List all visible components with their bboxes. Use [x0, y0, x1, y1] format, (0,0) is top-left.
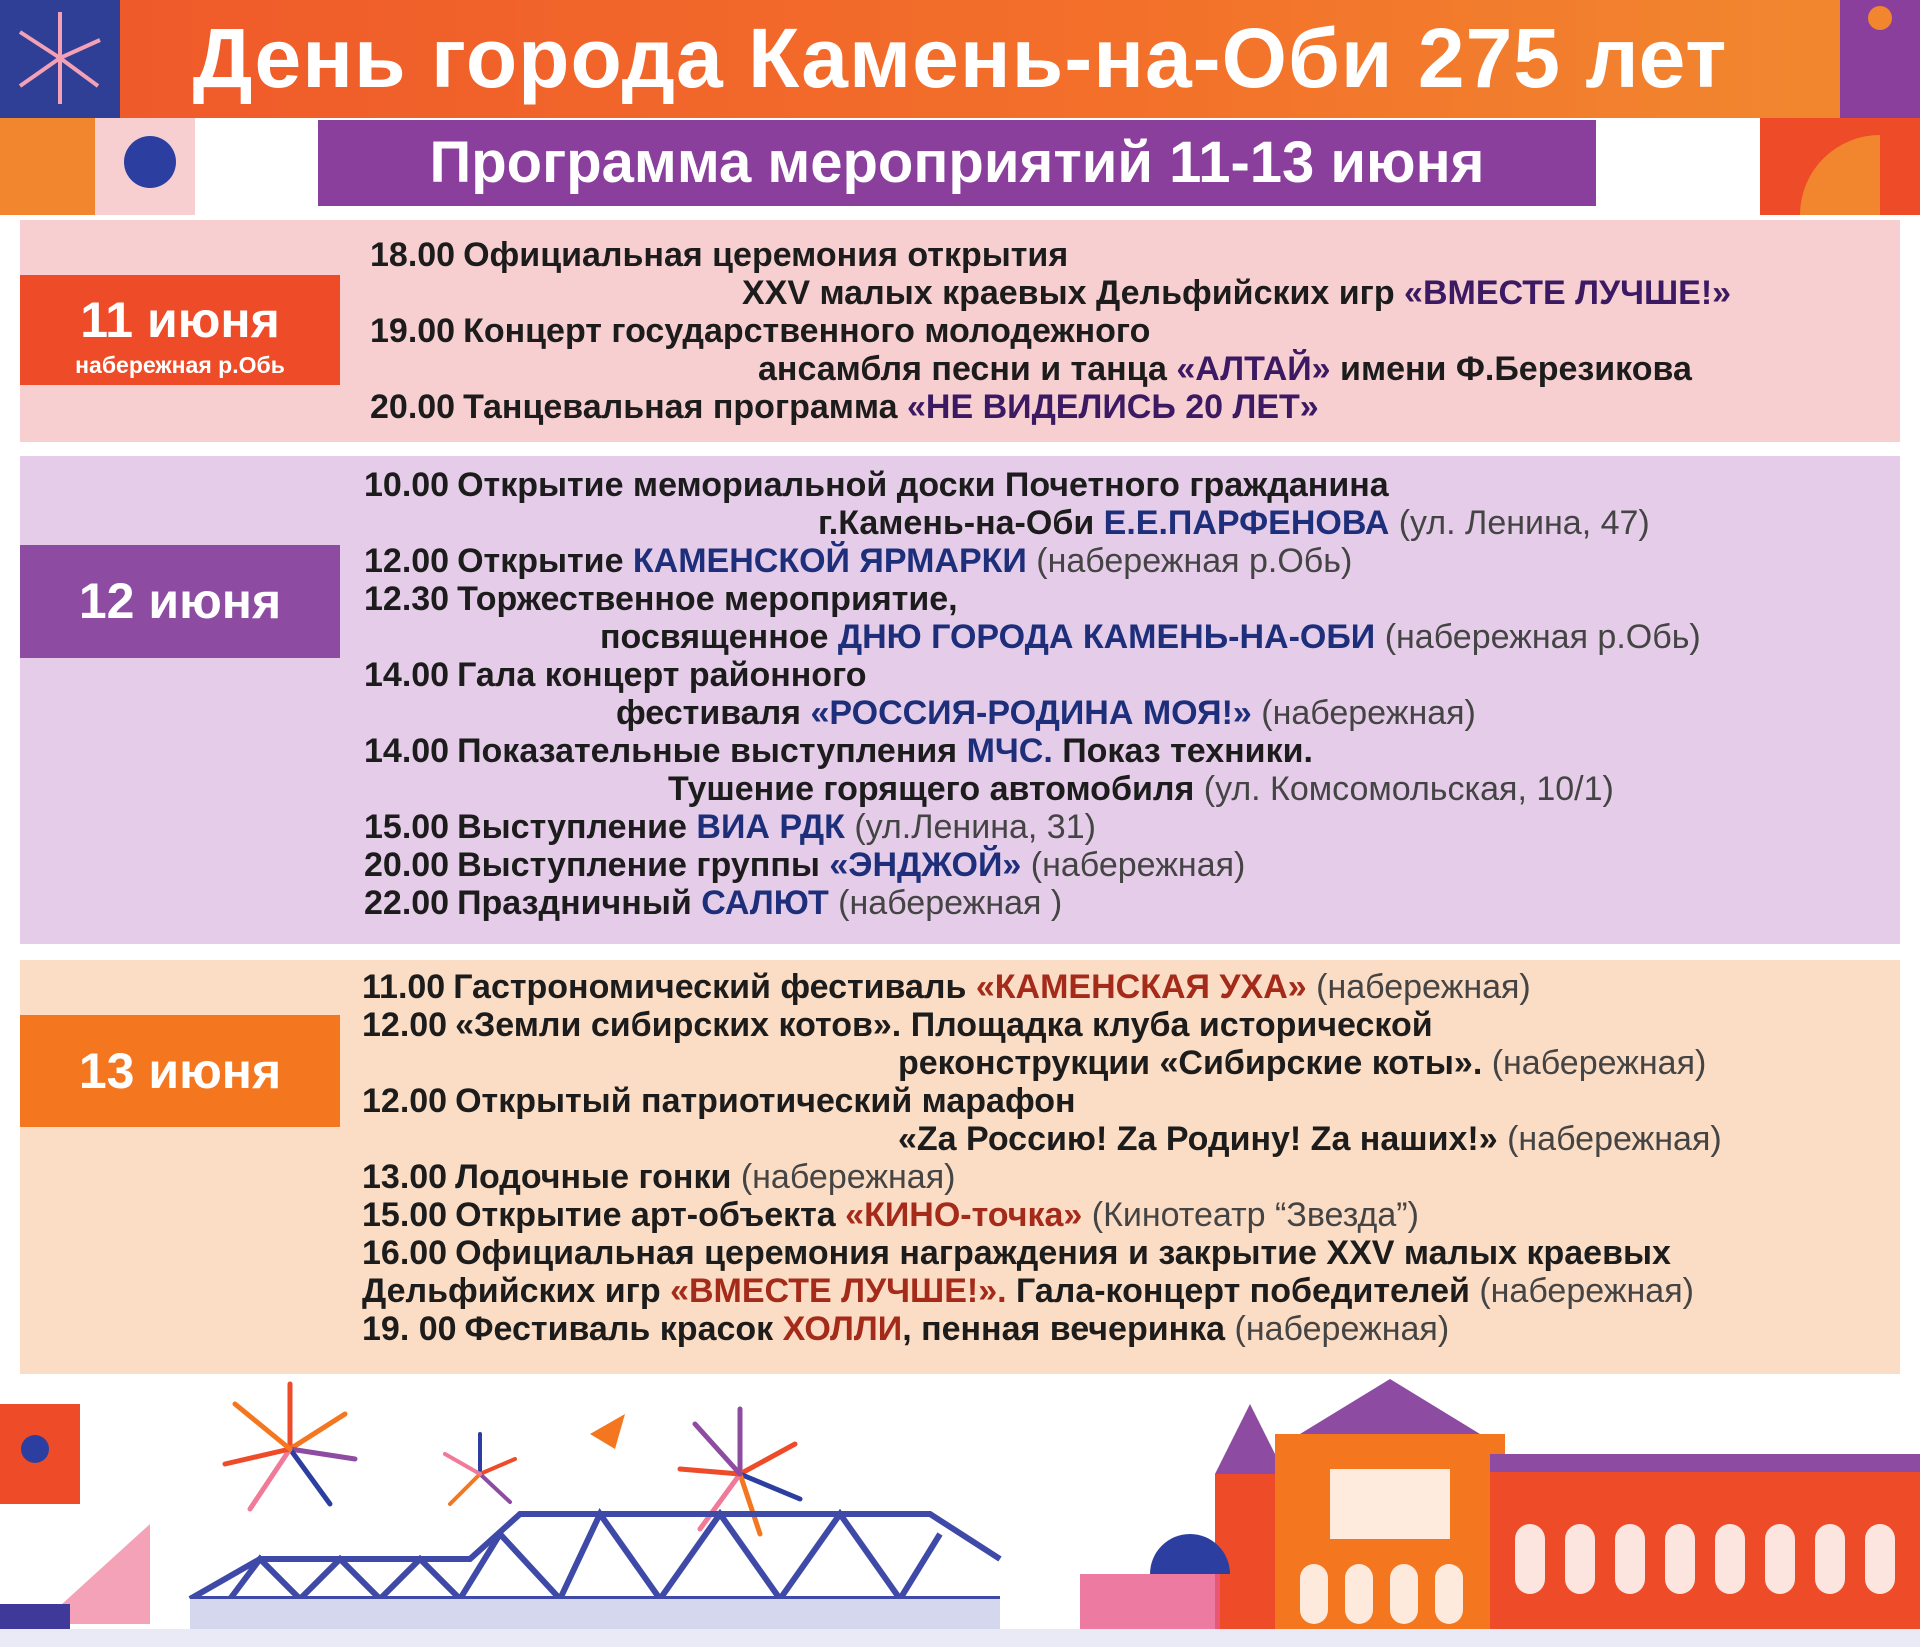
- event-time: 15.00: [362, 1196, 448, 1234]
- event-line: [362, 1310, 1449, 1348]
- event-highlight: «КИНО-точка»: [845, 1196, 1083, 1234]
- firework-icon: [225, 1384, 355, 1509]
- event-text: XXV малых краевых Дельфийских игр: [742, 274, 1405, 312]
- event-location: (ул.Ленина, 31): [844, 808, 1096, 846]
- event-location: (набережная): [1225, 1310, 1450, 1348]
- event-line: [370, 388, 1319, 426]
- event-text: реконструкции «Сибирские коты».: [898, 1044, 1483, 1082]
- day-date: 11 июня: [80, 292, 280, 348]
- event-text: Танцевальная программа: [463, 388, 907, 426]
- event-text: Выступление группы: [457, 846, 830, 884]
- event-time: 13.00: [362, 1158, 448, 1196]
- event-text: Выступление: [457, 808, 697, 846]
- event-time: 16.00: [362, 1234, 448, 1272]
- event-time: 15.00: [364, 808, 450, 846]
- event-location: (ул. Ленина, 47): [1389, 504, 1650, 542]
- event-text: ансамбля песни и танца: [758, 350, 1177, 388]
- event-line: [742, 274, 1731, 312]
- event-highlight: «КАМЕНСКАЯ УХА»: [975, 968, 1307, 1006]
- event-text: Торжественное мероприятие,: [457, 580, 958, 618]
- event-text: Открытие арт-объекта: [455, 1196, 846, 1234]
- event-line: [362, 1272, 1694, 1310]
- event-highlight: «РОССИЯ-РОДИНА МОЯ!»: [810, 694, 1252, 732]
- event-time: 11.00: [362, 968, 446, 1006]
- event-line: [370, 312, 1150, 350]
- event-line: [364, 580, 958, 618]
- day-label-june-12: [20, 545, 340, 658]
- event-time: 12.00: [364, 542, 450, 580]
- event-line: [364, 656, 867, 694]
- event-location: (набережная): [1469, 1272, 1694, 1310]
- event-highlight: МЧС.: [966, 732, 1053, 770]
- event-line: [362, 1234, 1671, 1272]
- firework-icon: [445, 1434, 515, 1504]
- event-time: 12.30: [364, 580, 450, 618]
- event-text: Дельфийских игр: [362, 1272, 671, 1310]
- event-location: (набережная): [1306, 968, 1531, 1006]
- event-highlight: «ВМЕСТЕ ЛУЧШЕ!»: [1404, 274, 1732, 312]
- event-line: [364, 466, 1389, 504]
- event-line: [362, 1196, 1419, 1234]
- event-highlight: САЛЮТ: [701, 884, 829, 922]
- event-location: (Кинотеатр “Звезда”): [1082, 1196, 1419, 1234]
- event-line: [362, 1006, 1433, 1044]
- event-line: [364, 732, 1313, 770]
- day-place: набережная р.Обь: [75, 352, 285, 378]
- event-highlight: ХОЛЛИ: [782, 1310, 903, 1348]
- event-location: (набережная р.Обь): [1375, 618, 1701, 656]
- event-line: [364, 846, 1245, 884]
- event-text: Гала концерт районного: [457, 656, 867, 694]
- event-highlight: «ВМЕСТЕ ЛУЧШЕ!».: [670, 1272, 1007, 1310]
- event-line: [364, 808, 1096, 846]
- event-line: [370, 236, 1068, 274]
- event-line: [600, 618, 1701, 656]
- event-time: 18.00: [370, 236, 456, 274]
- event-time: 20.00: [370, 388, 456, 426]
- event-text-after: Показ техники.: [1052, 732, 1313, 770]
- event-line: [818, 504, 1650, 542]
- event-text-after: имени Ф.Березикова: [1330, 350, 1692, 388]
- day-label-june-11: [20, 275, 340, 385]
- event-time: 10.00: [364, 466, 450, 504]
- event-location: (набережная): [1251, 694, 1476, 732]
- event-line: [758, 350, 1692, 388]
- city-illustration: [0, 1374, 1920, 1647]
- event-time: 12.00: [362, 1082, 448, 1120]
- event-text: Открытие мемориальной доски Почетного гражданина: [457, 466, 1389, 504]
- event-text: Лодочные гонки: [455, 1158, 732, 1196]
- event-location: (набережная): [1482, 1044, 1707, 1082]
- day-label-june-13: [20, 1015, 340, 1127]
- day-date: 12 июня: [78, 573, 282, 629]
- event-time: 14.00: [364, 732, 450, 770]
- event-text: Тушение горящего автомобиля: [668, 770, 1195, 808]
- event-text: «Za Россию! Za Родину! Za наших!»: [898, 1120, 1498, 1158]
- event-location: (ул. Комсомольская, 10/1): [1194, 770, 1614, 808]
- event-time: 20.00: [364, 846, 450, 884]
- event-time: 22.00: [364, 884, 450, 922]
- event-highlight: КАМЕНСКОЙ ЯРМАРКИ: [632, 542, 1027, 580]
- page-title: День города Камень-на-Оби 275 лет: [192, 11, 1728, 105]
- event-location: (набережная): [731, 1158, 956, 1196]
- event-line: [362, 1158, 955, 1196]
- event-text: посвященное: [600, 618, 838, 656]
- event-text: Официальная церемония награждения и закрытие XXV малых краевых: [455, 1234, 1671, 1272]
- event-text-after: , пенная вечеринка: [902, 1310, 1226, 1348]
- event-location: (набережная): [1497, 1120, 1722, 1158]
- event-highlight: ВИА РДК: [696, 808, 845, 846]
- event-time: 19. 00: [362, 1310, 457, 1348]
- event-text-after: Гала-концерт победителей: [1006, 1272, 1470, 1310]
- event-text: Открытие: [457, 542, 633, 580]
- event-line: [616, 694, 1476, 732]
- event-line: [362, 1082, 1076, 1120]
- event-time: 14.00: [364, 656, 450, 694]
- event-highlight: «ЭНДЖОЙ»: [829, 846, 1022, 884]
- event-text: Праздничный: [457, 884, 702, 922]
- event-highlight: ДНЮ ГОРОДА КАМЕНЬ-НА-ОБИ: [837, 618, 1376, 656]
- event-highlight: Е.Е.ПАРФЕНОВА: [1103, 504, 1390, 542]
- bridge-illustration: [190, 1514, 1000, 1599]
- event-line: [362, 968, 1531, 1006]
- page-subtitle: Программа мероприятий 11-13 июня: [429, 130, 1485, 195]
- event-text: Фестиваль красок: [464, 1310, 783, 1348]
- event-highlight: «АЛТАЙ»: [1176, 350, 1331, 388]
- event-line: [668, 770, 1614, 808]
- event-text: фестиваля: [616, 694, 811, 732]
- event-highlight: «НЕ ВИДЕЛИСЬ 20 ЛЕТ»: [907, 388, 1319, 426]
- event-line: [898, 1120, 1722, 1158]
- event-text: Официальная церемония открытия: [463, 236, 1069, 274]
- event-line: [364, 542, 1352, 580]
- event-line: [364, 884, 1062, 922]
- event-location: (набережная): [1021, 846, 1246, 884]
- event-line: [898, 1044, 1706, 1082]
- event-time: 12.00: [362, 1006, 448, 1044]
- event-text: Открытый патриотический марафон: [455, 1082, 1076, 1120]
- building-illustration: [1080, 1379, 1920, 1647]
- event-text: Гастрономический фестиваль: [453, 968, 976, 1006]
- event-text: «Земли сибирских котов». Площадка клуба исторической: [455, 1006, 1433, 1044]
- event-text: г.Камень-на-Оби: [818, 504, 1104, 542]
- event-location: (набережная р.Обь): [1026, 542, 1353, 580]
- event-text: Показательные выступления: [457, 732, 967, 770]
- event-location: (набережная ): [828, 884, 1063, 922]
- event-time: 19.00: [370, 312, 456, 350]
- event-text: Концерт государственного молодежного: [463, 312, 1151, 350]
- day-date: 13 июня: [78, 1043, 282, 1099]
